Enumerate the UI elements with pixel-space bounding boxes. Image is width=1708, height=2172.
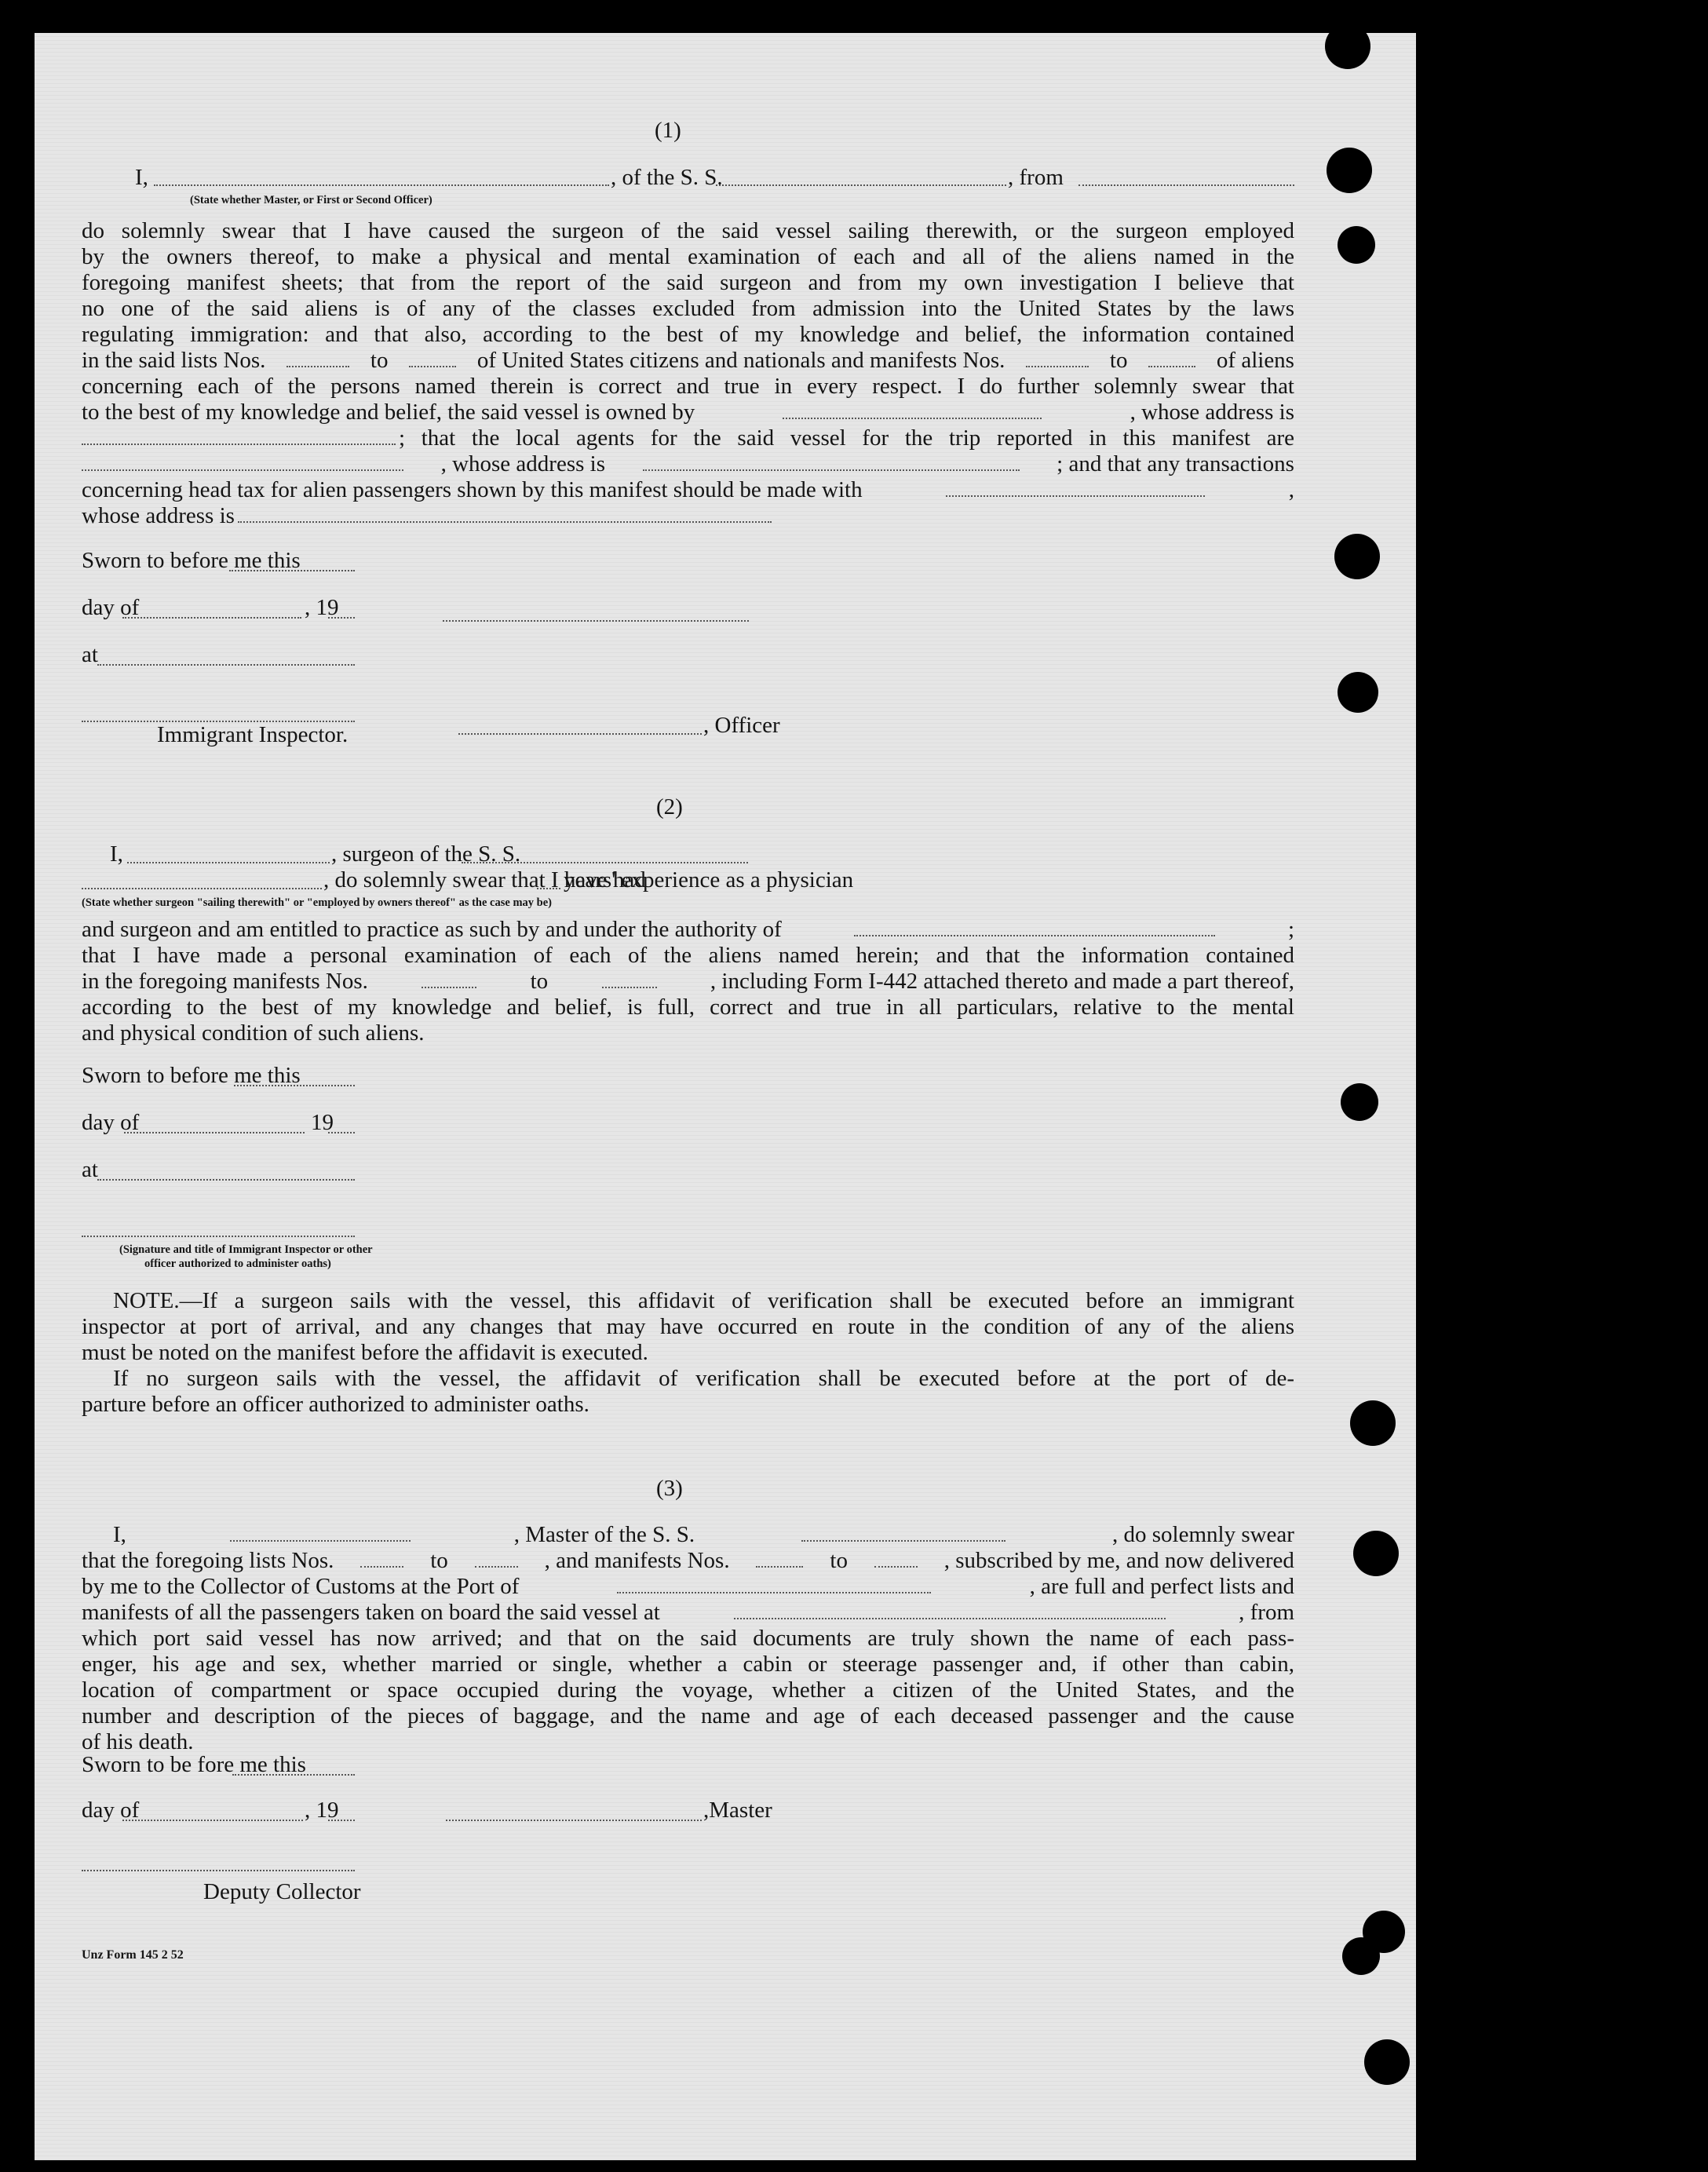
s2-including-label: , including Form I-442 attached thereto and made a part thereof, (710, 969, 1294, 994)
s1-agent-address-label: , whose address is (440, 451, 605, 476)
punch-hole (1325, 24, 1370, 69)
s1-para-line-1: do solemnly swear that I have caused the surgeon of the said vessel sailing therewith, or the surgeon employed (82, 218, 1294, 243)
s3-taken-on-board-label: manifests of all the passengers taken on board the said vessel at (82, 1600, 660, 1625)
s1-agents-label: ; that the local agents for the said vessel for the trip reported in this manifest are (399, 425, 1294, 451)
s2-para-line-4: according to the best of my knowledge and belief, is full, correct and true in all particulars, relative to the mental (82, 995, 1294, 1020)
s1-head-tax-address-field[interactable] (238, 520, 772, 523)
s3-deputy-label: Deputy Collector (203, 1879, 361, 1904)
s3-line-1 (82, 1522, 1294, 1547)
s2-para-line-3 (82, 969, 1294, 994)
s2-at-field[interactable] (97, 1179, 355, 1181)
s2-semicolon: ; (1287, 917, 1294, 942)
s3-master-ss-label: , Master of the S. S. (513, 1522, 695, 1547)
s1-para-line-6 (82, 348, 1294, 373)
s2-month-field[interactable] (124, 1132, 305, 1133)
s3-lists-from-field[interactable] (360, 1564, 403, 1568)
s1-vessel-name-field[interactable] (716, 184, 1006, 186)
s1-head-tax-field[interactable] (946, 494, 1205, 497)
s3-delivered-label: , subscribed by me, and now delivered (943, 1548, 1294, 1573)
s2-note-line-1: NOTE.—If a surgeon sails with the vessel, this affidavit of verification shall be executed before an immigrant (113, 1288, 1294, 1313)
s3-para-line-8: number and description of the pieces of baggage, and the name and age of each deceased passenger and the cause (82, 1703, 1294, 1728)
s1-sworn-day-field[interactable] (229, 570, 355, 571)
s3-port-field[interactable] (617, 1590, 931, 1593)
form-page (35, 33, 1416, 2160)
s1-year-label: , 19 (305, 595, 339, 620)
s2-surgeon-name-field[interactable] (127, 862, 330, 863)
s2-vessel-name-field[interactable] (462, 862, 748, 863)
s2-note-line-2: inspector at port of arrival, and any changes that may have occurred en route in the condition of any of the aliens (82, 1314, 1294, 1339)
s2-i-label: I, (110, 841, 123, 867)
s3-lists-label: that the foregoing lists Nos. (82, 1548, 334, 1573)
s3-master-signature-line[interactable] (446, 1820, 702, 1821)
s1-owned-by-label: to the best of my knowledge and belief, the said vessel is owned by (82, 400, 695, 425)
s3-swear-label: , do solemnly swear (1111, 1522, 1294, 1547)
punch-hole (1342, 1937, 1380, 1975)
s1-lists-to-label: to (370, 348, 389, 373)
s2-manifests-to-field[interactable] (602, 985, 657, 988)
s3-sworn-day-field[interactable] (232, 1774, 355, 1776)
s1-officer-name-field[interactable] (154, 184, 609, 186)
s1-officer-signature-line[interactable] (458, 733, 702, 735)
s1-agents-field[interactable] (82, 468, 403, 471)
s2-note-line-4: If no surgeon sails with the vessel, the affidavit of verification shall be executed before at the port of de- (113, 1366, 1294, 1391)
s1-from-port-field[interactable] (1078, 184, 1294, 186)
s3-manifests-from-field[interactable] (756, 1564, 803, 1568)
punch-hole (1334, 534, 1380, 579)
s1-head-tax-label: concerning head tax for alien passengers shown by this manifest should be made with (82, 477, 863, 502)
punch-hole (1353, 1531, 1399, 1576)
s1-of-ss-label: , of the S. S. (611, 165, 723, 190)
s3-embark-port-field[interactable] (734, 1616, 1166, 1619)
s1-at-field[interactable] (97, 664, 355, 666)
s1-whose-address-label: whose address is (82, 503, 235, 528)
s2-at-label: at (82, 1157, 98, 1182)
s3-from-label: , from (1239, 1600, 1294, 1625)
s1-owner-address-label: , whose address is (1130, 400, 1294, 425)
s1-i-label: I, (135, 165, 148, 190)
s3-month-field[interactable] (122, 1820, 303, 1821)
s2-inspector-signature-line[interactable] (82, 1236, 355, 1237)
s1-para-line-12 (82, 503, 1294, 528)
punch-hole (1338, 226, 1375, 264)
s1-para-line-4: no one of the said aliens is of any of the classes excluded from admission into the United States by the laws (82, 296, 1294, 321)
s2-sworn-day-field[interactable] (234, 1085, 355, 1086)
punch-hole (1327, 148, 1372, 193)
s1-year-field[interactable] (328, 617, 355, 619)
s3-lists-to-field[interactable] (475, 1564, 518, 1568)
s1-para-line-5: regulating immigration: and that also, according to the best of my knowledge and belief, the information contained (82, 322, 1294, 347)
s3-vessel-name-field[interactable] (801, 1539, 1005, 1542)
s3-master-name-field[interactable] (230, 1539, 411, 1542)
s2-caption-sig-1: (Signature and title of Immigrant Inspector or other (119, 1243, 373, 1256)
s1-lists-label: in the said lists Nos. (82, 348, 266, 373)
s2-years-field[interactable] (537, 888, 560, 889)
s2-sworn-label: Sworn to before me this (82, 1063, 301, 1088)
s1-inspector-label: Immigrant Inspector. (157, 722, 349, 747)
s3-para-line-9: of his death. (82, 1729, 194, 1754)
s1-sworn-label: Sworn to before me this (82, 548, 301, 573)
form-id: Unz Form 145 2 52 (82, 1948, 184, 1962)
s2-para-line-1 (82, 917, 1294, 942)
section-1-number: (1) (655, 118, 681, 143)
s1-officer-label: , Officer (703, 713, 780, 738)
s1-at-label: at (82, 642, 98, 667)
s2-caption-surgeon: (State whether surgeon "sailing therewith" or "employed by owners thereof" as the case may be) (82, 896, 552, 909)
s1-citizens-label: of United States citizens and nationals and manifests Nos. (476, 348, 1005, 373)
s1-para-line-11 (82, 477, 1294, 502)
s1-para-line-10 (82, 451, 1294, 476)
s3-manifests-to-field[interactable] (874, 1564, 918, 1568)
s2-surgeon-status-field[interactable] (82, 888, 322, 889)
s1-para-line-7: concerning each of the persons named therein is correct and true in every respect. I do further solemnly swear that (82, 374, 1294, 399)
s1-transactions-label: ; and that any transactions (1057, 451, 1294, 476)
s1-lists-to-field[interactable] (409, 364, 456, 367)
s3-year-label: , 19 (305, 1798, 339, 1823)
s3-line-3 (82, 1574, 1294, 1599)
s1-from-label: , from (1008, 165, 1064, 190)
s2-day-of-label: day of (82, 1110, 140, 1135)
s3-para-line-6: enger, his age and sex, whether married or single, whether a cabin or steerage passenger and, if other than cabin, (82, 1652, 1294, 1677)
s2-authority-label: and surgeon and am entitled to practice as such by and under the authority of (82, 917, 782, 942)
s3-port-label: by me to the Collector of Customs at the Port of (82, 1574, 520, 1599)
s1-signature-line[interactable] (443, 620, 749, 622)
s3-day-of-label: day of (82, 1798, 140, 1823)
s2-manifests-label: in the foregoing manifests Nos. (82, 969, 368, 994)
s2-years-label: , do solemnly swear that I have had (323, 867, 646, 893)
section-3-number: (3) (656, 1476, 683, 1501)
s1-manifests-from-field[interactable] (1026, 364, 1089, 367)
s1-owner-address-field[interactable] (82, 442, 396, 445)
s1-caption-master: (State whether Master, or First or Second Officer) (190, 194, 432, 206)
s3-sworn-label: Sworn to be fore me this (82, 1752, 306, 1777)
s2-note-line-3: must be noted on the manifest before the affidavit is executed. (82, 1340, 648, 1365)
s2-physician-label: years' experience as a physician (564, 867, 854, 893)
punch-hole (1364, 2039, 1410, 2085)
s2-year-label: 19 (311, 1110, 334, 1135)
s2-year-field[interactable] (328, 1132, 355, 1133)
s2-para-line-2: that I have made a personal examination of each of the aliens named herein; and that the information contained (82, 943, 1294, 968)
s3-manifests-label: , and manifests Nos. (544, 1548, 730, 1573)
s2-caption-sig-2: officer authorized to administer oaths) (144, 1258, 331, 1270)
s3-manifests-to-label: to (830, 1548, 848, 1573)
s3-line-2 (82, 1548, 1294, 1573)
s3-perfect-lists-label: , are full and perfect lists and (1029, 1574, 1294, 1599)
s2-authority-field[interactable] (854, 933, 1215, 936)
s1-owner-field[interactable] (783, 416, 1042, 419)
s1-para-line-3: foregoing manifest sheets; that from the report of the said surgeon and from my own investigation I believe that (82, 270, 1294, 295)
s3-line-4 (82, 1600, 1294, 1625)
s1-day-of-label: day of (82, 595, 140, 620)
s1-para-line-9 (82, 425, 1294, 451)
s2-surgeon-ss-label: , surgeon of the S. S. (331, 841, 521, 867)
s3-para-line-5: which port said vessel has now arrived; and that on the said documents are truly shown the name of each pass- (82, 1626, 1294, 1651)
s1-agent-address-field[interactable] (643, 468, 1020, 471)
s1-aliens-label: of aliens (1216, 348, 1294, 373)
s3-master-label: ,Master (703, 1798, 772, 1823)
punch-hole (1341, 1083, 1378, 1121)
punch-hole (1338, 672, 1378, 713)
s1-manifests-to-label: to (1109, 348, 1128, 373)
s1-month-field[interactable] (122, 617, 301, 619)
s1-comma: , (1288, 477, 1294, 502)
s2-para-line-5: and physical condition of such aliens. (82, 1020, 425, 1046)
punch-hole (1350, 1400, 1396, 1446)
s1-manifests-to-field[interactable] (1148, 364, 1195, 367)
s2-note-line-5: parture before an officer authorized to administer oaths. (82, 1392, 589, 1417)
s1-lists-from-field[interactable] (286, 364, 349, 367)
s2-manifests-from-field[interactable] (422, 985, 476, 988)
s2-to-label: to (530, 969, 549, 994)
s3-i-label: I, (113, 1522, 126, 1547)
s3-year-field[interactable] (328, 1820, 355, 1821)
section-2-number: (2) (656, 794, 683, 820)
s3-para-line-7: location of compartment or space occupied during the voyage, whether a citizen of the United States, and the (82, 1677, 1294, 1703)
s1-para-line-8 (82, 400, 1294, 425)
s3-lists-to-label: to (430, 1548, 448, 1573)
s3-deputy-signature-line[interactable] (82, 1870, 355, 1871)
s1-para-line-2: by the owners thereof, to make a physical and mental examination of each and all of the aliens named in the (82, 244, 1294, 269)
